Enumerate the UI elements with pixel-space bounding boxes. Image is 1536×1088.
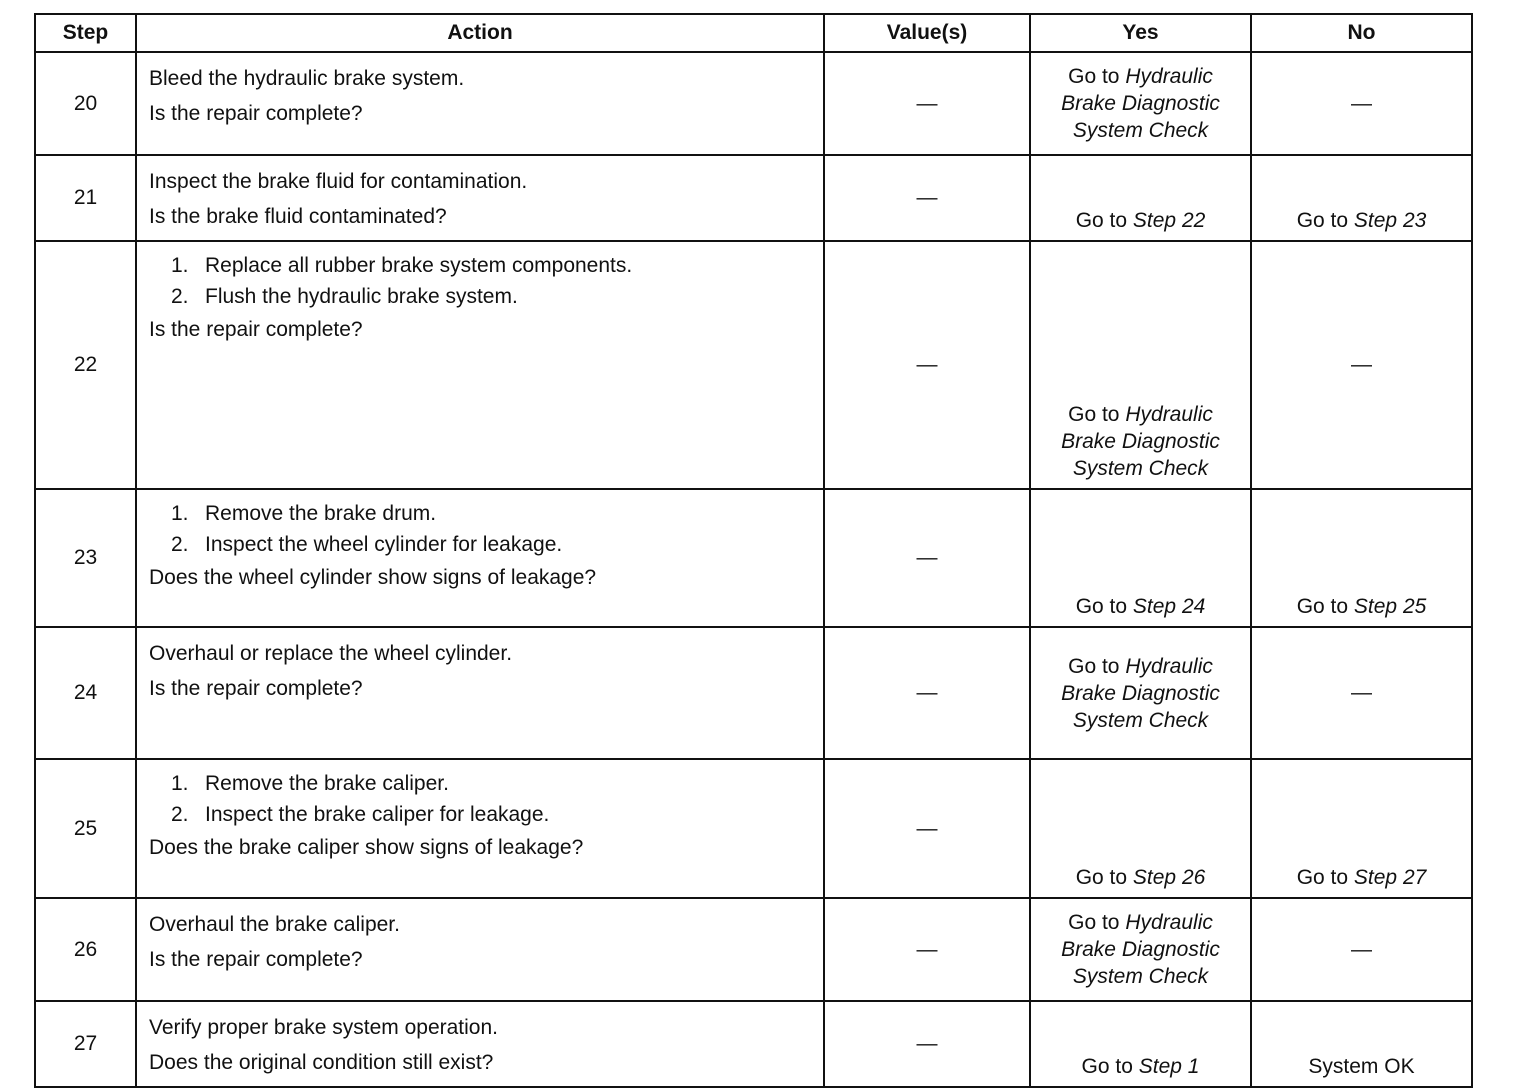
no-cell: — (1251, 52, 1472, 155)
table-row (35, 898, 1472, 1001)
action-text: Overhaul or replace the wheel cylinder. (149, 642, 513, 665)
goto-text: Go to (1068, 403, 1120, 426)
step-number: 25 (35, 759, 136, 898)
list-item: 2. Inspect the brake caliper for leakage. (171, 803, 550, 826)
action-cell (136, 489, 824, 627)
header-values: Value(s) (824, 14, 1030, 52)
step-reference: System Check (1072, 708, 1209, 732)
step-number: 24 (35, 627, 136, 759)
step-reference: Step 26 (1132, 866, 1206, 889)
value-cell: — (824, 627, 1030, 759)
action-question: Does the original condition still exist? (149, 1051, 494, 1074)
yes-cell (1030, 241, 1251, 489)
value-cell: — (824, 241, 1030, 489)
header-no: No (1251, 14, 1472, 52)
goto-text: Go to (1075, 866, 1128, 889)
yes-cell (1030, 155, 1251, 241)
step-number: 23 (35, 489, 136, 627)
goto-text: Go to (1075, 209, 1128, 232)
step-reference: Step 27 (1353, 866, 1427, 889)
action-question: Does the brake caliper show signs of leakage? (149, 836, 584, 859)
action-cell (136, 759, 824, 898)
action-text: Verify proper brake system operation. (149, 1016, 499, 1039)
step-reference: Brake Diagnostic (1061, 430, 1220, 453)
value-cell: — (824, 898, 1030, 1001)
yes-cell (1030, 1001, 1251, 1087)
step-number: 20 (35, 52, 136, 155)
action-text: Inspect the brake fluid for contamination. (149, 170, 528, 193)
value-cell: — (824, 1001, 1030, 1087)
action-cell (136, 898, 824, 1001)
value-cell: — (824, 155, 1030, 241)
step-reference: Brake Diagnostic (1061, 681, 1220, 705)
diagnostic-table (34, 13, 1473, 1088)
action-cell (136, 627, 824, 759)
action-cell (136, 155, 824, 241)
goto-text: Go to (1296, 595, 1349, 618)
no-cell: — (1251, 898, 1472, 1001)
yes-cell (1030, 52, 1251, 155)
step-number: 21 (35, 155, 136, 241)
step-reference: Step 22 (1132, 209, 1206, 232)
goto-text: Go to (1068, 654, 1120, 678)
no-cell: — (1251, 241, 1472, 489)
no-cell (1251, 759, 1472, 898)
header-action: Action (136, 14, 824, 52)
step-reference: Hydraulic (1125, 403, 1213, 426)
step-reference: System Check (1072, 119, 1209, 142)
step-number: 22 (35, 241, 136, 489)
goto-text: Go to (1075, 595, 1128, 618)
action-steps (149, 768, 813, 830)
action-text: Bleed the hydraulic brake system. (149, 67, 465, 90)
action-question: Is the repair complete? (149, 318, 363, 341)
table-row (35, 489, 1472, 627)
action-question: Is the repair complete? (149, 102, 363, 125)
step-reference: Step 24 (1132, 595, 1206, 618)
yes-cell (1030, 898, 1251, 1001)
action-question: Does the wheel cylinder show signs of leakage? (149, 566, 597, 589)
list-item: 1. Replace all rubber brake system components. (171, 254, 633, 277)
action-steps (149, 498, 813, 560)
list-item: 1. Remove the brake caliper. (171, 772, 449, 795)
action-question: Is the repair complete? (149, 677, 363, 700)
action-cell (136, 241, 824, 489)
step-reference: Hydraulic (1125, 911, 1213, 934)
action-cell (136, 52, 824, 155)
action-steps (149, 250, 813, 312)
value-cell: — (824, 52, 1030, 155)
step-reference: Brake Diagnostic (1061, 92, 1220, 115)
no-cell: — (1251, 627, 1472, 759)
no-cell (1251, 489, 1472, 627)
goto-text: Go to (1296, 209, 1349, 232)
table-row (35, 627, 1472, 759)
goto-text: Go to (1068, 65, 1120, 88)
action-question: Is the brake fluid contaminated? (149, 205, 447, 228)
step-number: 26 (35, 898, 136, 1001)
table-row (35, 155, 1472, 241)
step-reference: Step 1 (1138, 1055, 1200, 1078)
no-cell: System OK (1251, 1001, 1472, 1087)
step-reference: Brake Diagnostic (1061, 938, 1220, 961)
header-step: Step (35, 14, 136, 52)
goto-text: Go to (1068, 911, 1120, 934)
header-yes: Yes (1030, 14, 1251, 52)
table-row (35, 759, 1472, 898)
yes-cell (1030, 627, 1251, 759)
yes-cell (1030, 489, 1251, 627)
action-text: Overhaul the brake caliper. (149, 913, 400, 936)
value-cell: — (824, 759, 1030, 898)
action-question: Is the repair complete? (149, 948, 363, 971)
goto-text: Go to (1081, 1055, 1133, 1078)
step-reference: Step 25 (1353, 595, 1427, 618)
step-number: 27 (35, 1001, 136, 1087)
value-cell: — (824, 489, 1030, 627)
yes-cell (1030, 759, 1251, 898)
step-reference: System Check (1072, 457, 1209, 480)
table-row (35, 241, 1472, 489)
step-reference: System Check (1072, 965, 1209, 988)
step-reference: Hydraulic (1125, 654, 1213, 678)
action-cell (136, 1001, 824, 1087)
table-row (35, 1001, 1472, 1087)
list-item: 2. Inspect the wheel cylinder for leakage. (171, 533, 563, 556)
list-item: 2. Flush the hydraulic brake system. (171, 285, 518, 308)
list-item: 1. Remove the brake drum. (171, 502, 437, 525)
goto-text: Go to (1296, 866, 1349, 889)
table-row (35, 52, 1472, 155)
no-cell (1251, 155, 1472, 241)
header-row (35, 14, 1472, 52)
step-reference: Hydraulic (1125, 65, 1213, 88)
step-reference: Step 23 (1353, 209, 1427, 232)
